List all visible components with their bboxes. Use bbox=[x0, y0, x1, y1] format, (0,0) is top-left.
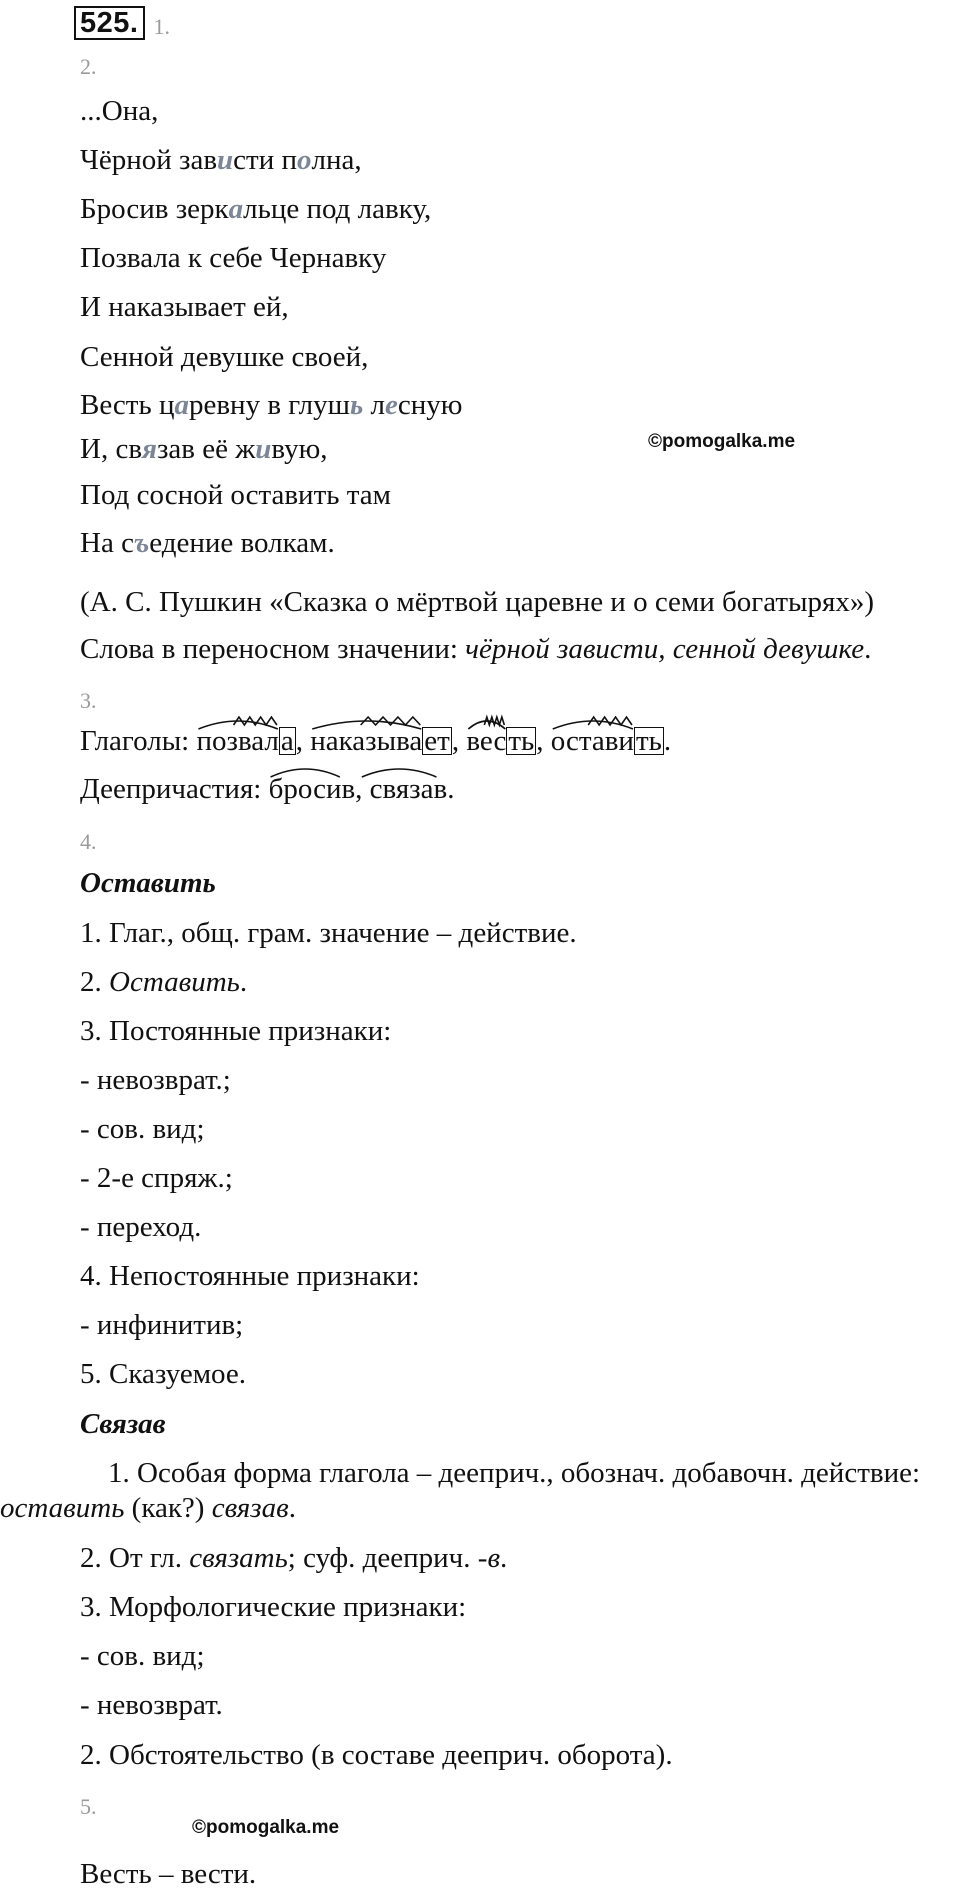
poem-text: сти п bbox=[233, 144, 298, 176]
verb-stem: вес bbox=[466, 725, 507, 757]
verb-ending: ть bbox=[508, 725, 535, 757]
word2-feature: - сов. вид; bbox=[80, 1640, 205, 1672]
highlighted-letter: ь bbox=[350, 389, 364, 421]
word2-item-1: 1. Особая форма глагола – дееприч., обознач. добавочн. действие: bbox=[108, 1457, 921, 1489]
highlighted-letter: а bbox=[174, 389, 189, 421]
poem-text: л bbox=[363, 389, 385, 421]
word1-feature: - 2-е спряж.; bbox=[80, 1162, 233, 1194]
verb-ending: ет bbox=[424, 725, 450, 757]
participles: бросив, связав. bbox=[268, 773, 455, 805]
verb-ending: а bbox=[280, 725, 294, 757]
figurative-end: . bbox=[864, 633, 872, 665]
highlighted-letter: а bbox=[228, 193, 244, 225]
figurative-words-line bbox=[80, 632, 871, 666]
poem-text: Сенной девушке своей, bbox=[80, 341, 369, 373]
word2-example-d: . bbox=[288, 1492, 296, 1524]
poem-source: (А. С. Пушкин «Сказка о мёртвой царевне и о семи богатырях») bbox=[80, 586, 874, 618]
word1-item2-word: Оставить bbox=[109, 966, 240, 998]
highlighted-letter: е bbox=[385, 389, 398, 421]
word1-feature: - переход. bbox=[80, 1211, 202, 1243]
poem-line bbox=[80, 432, 328, 466]
subtask-5-number: 5. bbox=[80, 1794, 97, 1819]
subtask-4-number: 4. bbox=[80, 829, 97, 854]
poem-line bbox=[80, 388, 462, 422]
separator: . bbox=[663, 725, 672, 757]
poem-text: И, св bbox=[80, 433, 143, 465]
participles-label: Деепричастия: bbox=[80, 773, 269, 805]
poem-line bbox=[80, 192, 431, 226]
poem-text: лна, bbox=[311, 144, 362, 176]
verbs-label: Глаголы: bbox=[80, 725, 197, 757]
verb-word bbox=[551, 724, 664, 758]
poem-line bbox=[80, 290, 289, 324]
word1-item-4: 4. Непостоянные признаки: bbox=[80, 1260, 420, 1292]
word2-item2-e: . bbox=[500, 1542, 508, 1574]
highlighted-letter: о bbox=[297, 144, 312, 176]
task-number: 525. bbox=[74, 6, 145, 40]
separator: , bbox=[451, 725, 467, 757]
separator: , bbox=[536, 725, 551, 757]
poem-line bbox=[80, 526, 335, 560]
word1-title: Оставить bbox=[80, 867, 216, 899]
poem-text: ревну в глуш bbox=[188, 389, 350, 421]
verb-stem: остави bbox=[550, 725, 634, 757]
poem-line bbox=[80, 94, 158, 128]
highlighted-letter: ъ bbox=[133, 527, 150, 559]
word2-example-c: связав bbox=[211, 1492, 289, 1524]
word1-item-5: 5. Сказуемое. bbox=[80, 1358, 247, 1390]
poem-text: Весть ц bbox=[80, 389, 175, 421]
word2-item-2 bbox=[80, 1541, 507, 1575]
poem-text: зав её ж bbox=[156, 433, 256, 465]
word2-title: Связав bbox=[80, 1408, 166, 1440]
word1-feature: - невозврат.; bbox=[80, 1064, 231, 1096]
poem-text: Позвала к себе Чернавку bbox=[80, 242, 387, 274]
verb-word bbox=[196, 724, 295, 758]
poem-text: На с bbox=[80, 527, 134, 559]
highlighted-letter: и bbox=[217, 144, 234, 176]
word1-item2-end: . bbox=[239, 966, 248, 998]
word2-item-1-cont bbox=[0, 1491, 296, 1525]
subtask-1-number: 1. bbox=[153, 14, 170, 39]
word2-example-a: оставить bbox=[0, 1492, 125, 1524]
poem-text: едение волкам. bbox=[149, 527, 335, 559]
verbs-line bbox=[80, 724, 671, 758]
watermark: ©pomogalka.me bbox=[192, 1817, 340, 1838]
section5-line: Весть – вести. bbox=[80, 1858, 257, 1890]
poem-text: вую, bbox=[271, 433, 328, 465]
verb-stem: наказыва bbox=[310, 725, 423, 757]
separator: , bbox=[295, 725, 311, 757]
verb-ending: ть bbox=[635, 725, 662, 757]
figurative-label: Слова в переносном значении: bbox=[80, 633, 466, 665]
poem-line bbox=[80, 143, 362, 177]
poem-text: И наказывает ей, bbox=[80, 291, 289, 323]
word2-example-b: (как?) bbox=[124, 1492, 212, 1524]
participles-line bbox=[80, 772, 454, 806]
poem-text: Бросив зерк bbox=[80, 193, 229, 225]
verb-word bbox=[310, 724, 452, 758]
word1-item2-prefix: 2. bbox=[80, 966, 109, 998]
word2-item2-c: ; суф. дееприч. - bbox=[287, 1542, 488, 1574]
word2-item-3: 3. Морфологические признаки: bbox=[80, 1591, 467, 1623]
poem-line bbox=[80, 478, 391, 512]
word2-item2-d: в bbox=[487, 1542, 501, 1574]
word1-item-1: 1. Глаг., общ. грам. значение – действие. bbox=[80, 917, 577, 949]
figurative-words: чёрной зависти, сенной девушке bbox=[465, 633, 865, 665]
word2-feature: - невозврат. bbox=[80, 1689, 223, 1721]
poem-text: льце под лавку, bbox=[243, 193, 432, 225]
poem-text: ...Она, bbox=[80, 95, 159, 127]
poem-text: Чёрной зав bbox=[80, 144, 218, 176]
poem-line bbox=[80, 340, 368, 374]
highlighted-letter: и bbox=[255, 433, 272, 465]
highlighted-letter: я bbox=[142, 433, 157, 465]
word2-item2-a: 2. От гл. bbox=[80, 1542, 190, 1574]
poem-text: Под сосной оставить там bbox=[80, 479, 391, 511]
subtask-3-number: 3. bbox=[80, 688, 97, 713]
subtask-2-number: 2. bbox=[80, 54, 97, 79]
watermark: ©pomogalka.me bbox=[648, 431, 796, 452]
poem-text: сную bbox=[397, 389, 463, 421]
word1-feature: - сов. вид; bbox=[80, 1113, 205, 1145]
verb-word bbox=[466, 724, 536, 758]
poem-line bbox=[80, 241, 386, 275]
task-header bbox=[74, 6, 170, 40]
word1-feature: - инфинитив; bbox=[80, 1309, 244, 1341]
word2-item2-b: связать bbox=[189, 1542, 288, 1574]
word1-item-2 bbox=[80, 965, 247, 999]
word2-item-4: 2. Обстоятельство (в составе дееприч. оборота). bbox=[80, 1739, 673, 1771]
word1-item-3: 3. Постоянные признаки: bbox=[80, 1015, 392, 1047]
verb-stem: позвал bbox=[196, 725, 279, 757]
